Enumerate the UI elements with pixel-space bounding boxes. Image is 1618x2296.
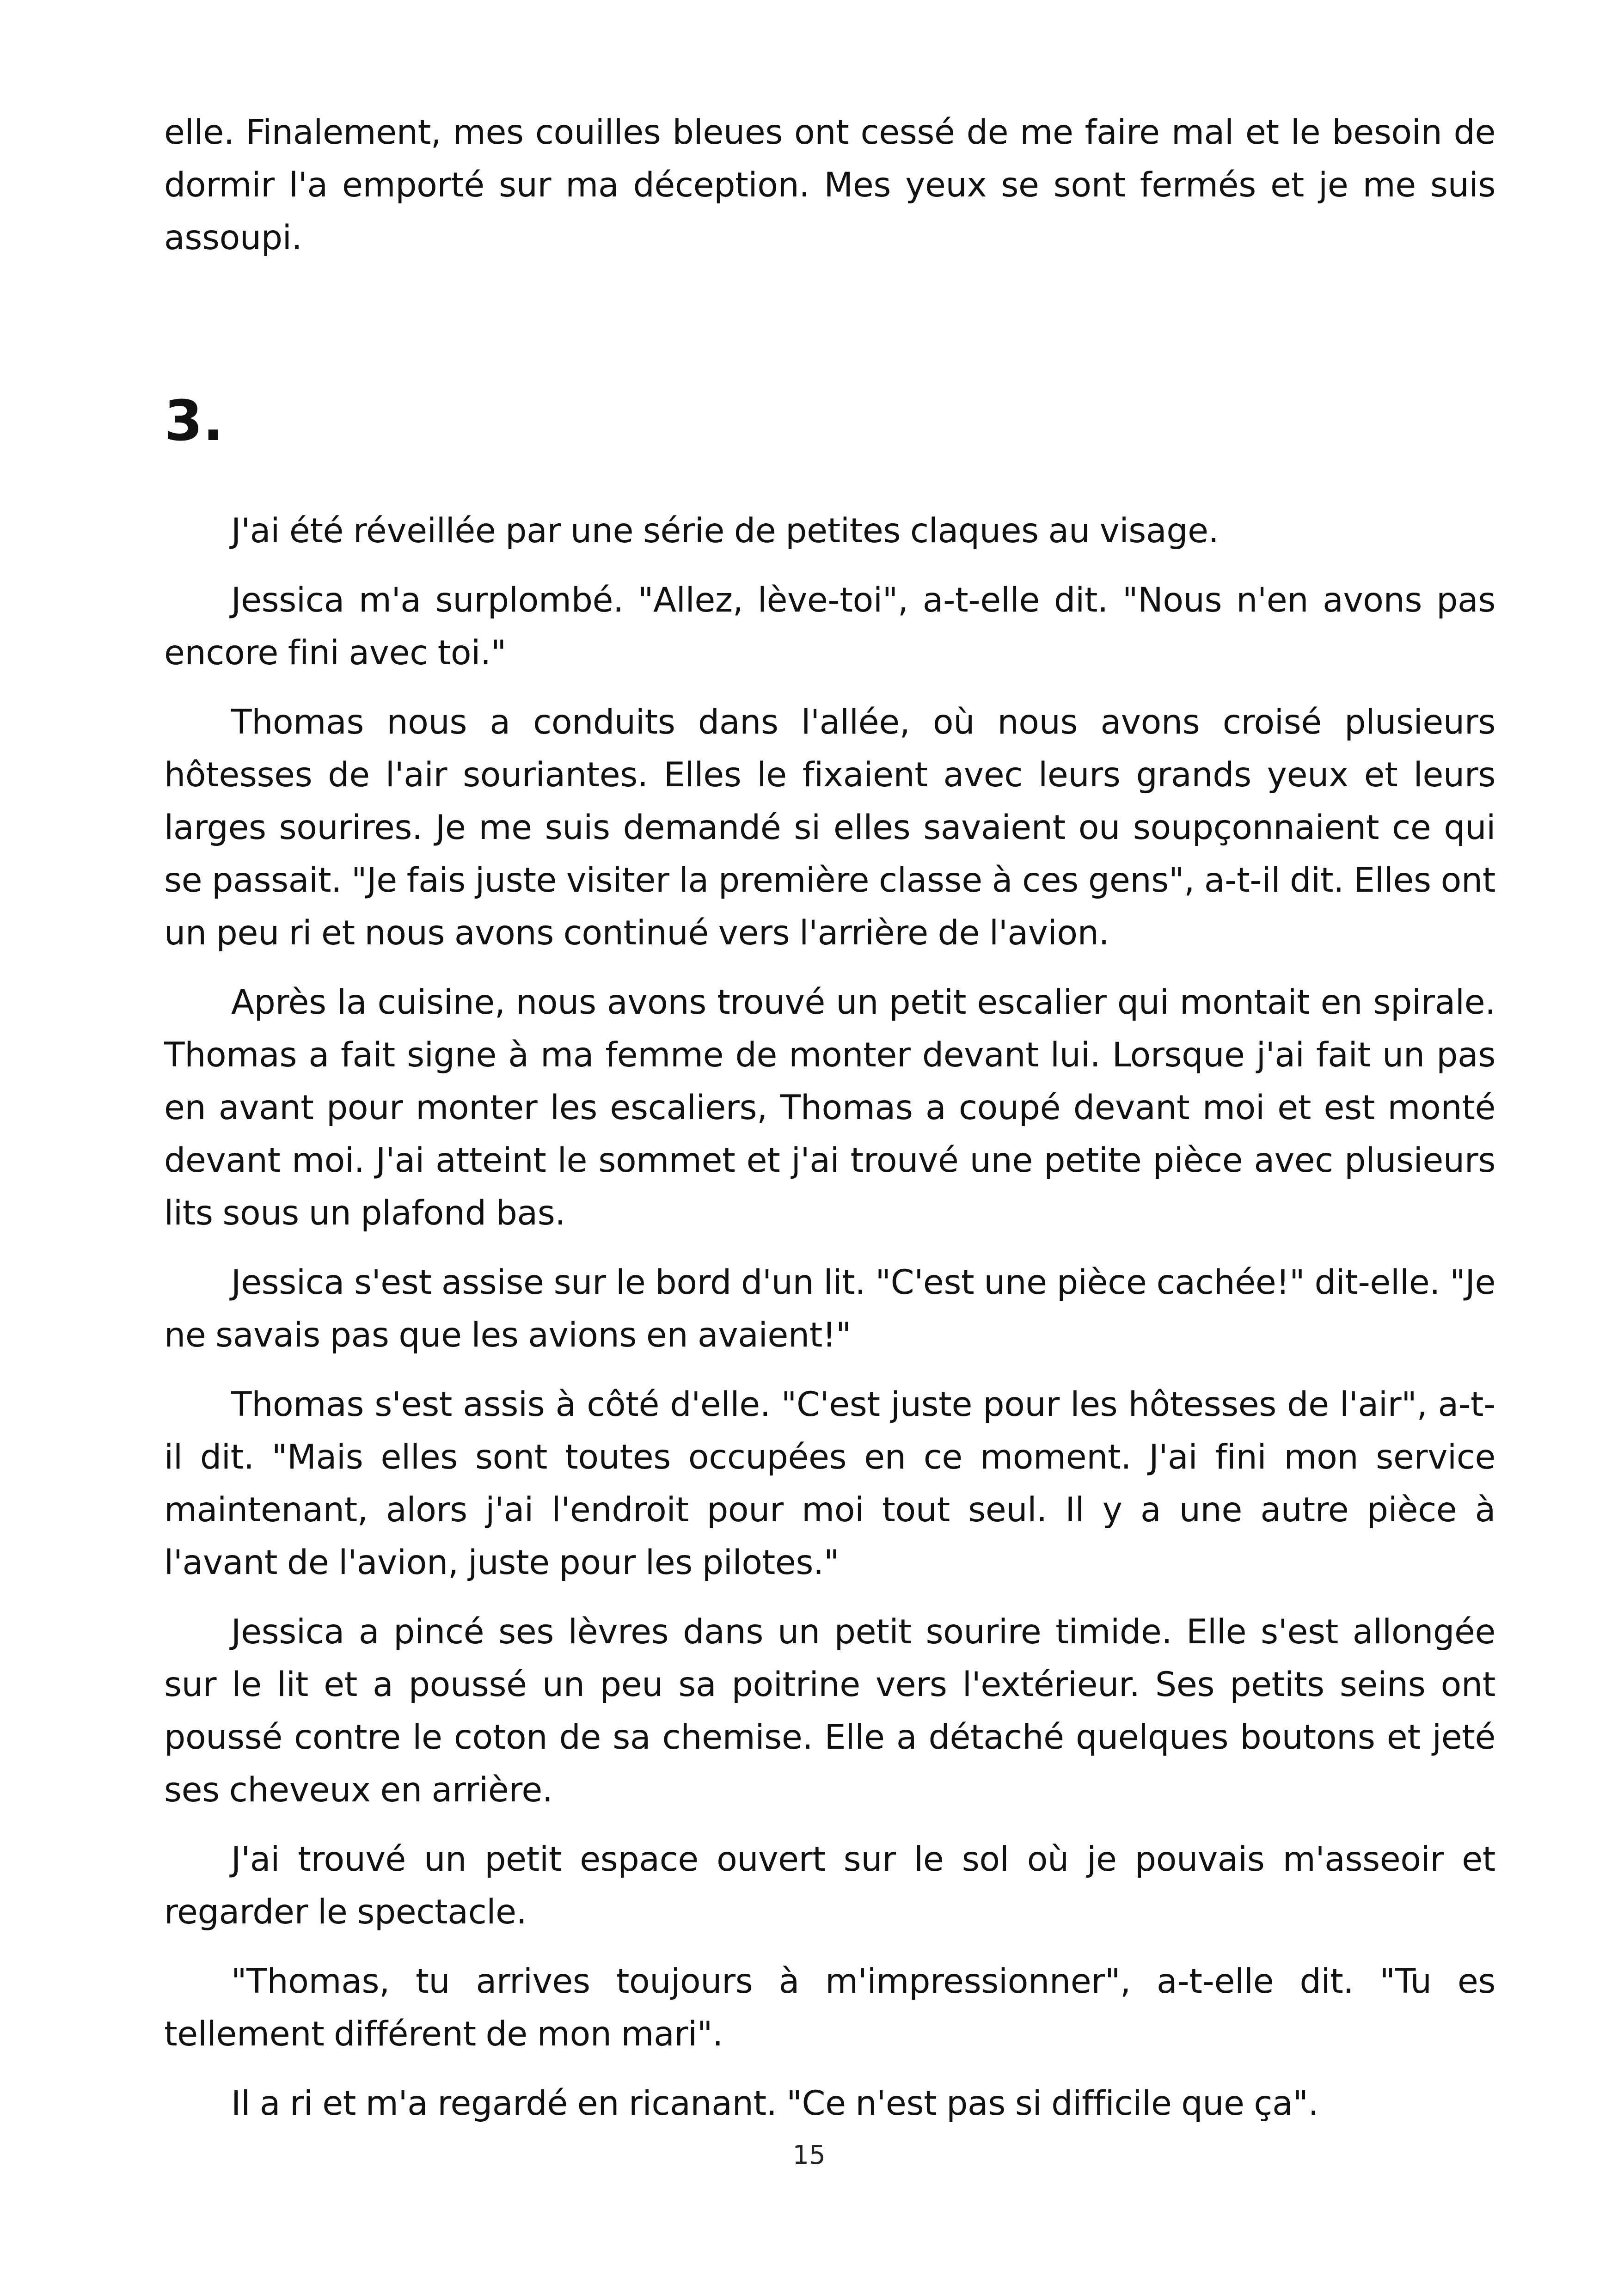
paragraph: Jessica m'a surplombé. "Allez, lève-toi", a-t-elle dit. "Nous n'en avons pas encore fini avec toi." [164, 581, 1495, 673]
paragraph: "Thomas, tu arrives toujours à m'impressionner", a-t-elle dit. "Tu es tellement différent de mon mari". [164, 1962, 1495, 2054]
text-column [164, 106, 1495, 2130]
paragraph: Thomas nous a conduits dans l'allée, où nous avons croisé plusieurs hôtesses de l'air souriantes. Elles le fixaient avec leurs grands yeux et leurs larges sourires. Je me suis demandé si elles savaient ou soupçonnaient ce qui se passait. "Je fais juste visiter la première classe à ces gens", a-t-il dit. Elles ont un peu ri et nous avons continué vers l'arrière de l'avion. [164, 703, 1495, 953]
paragraph: Après la cuisine, nous avons trouvé un petit escalier qui montait en spirale. Thomas a fait signe à ma femme de monter devant lui. Lorsque j'ai fait un pas en avant pour monter les escaliers, Thomas a coupé devant moi et est monté devant moi. J'ai atteint le sommet et j'ai trouvé une petite pièce avec plusieurs lits sous un plafond bas. [164, 983, 1495, 1233]
paragraph: Thomas s'est assis à côté d'elle. "C'est juste pour les hôtesses de l'air", a-t-il dit. "Mais elles sont toutes occupées en ce moment. J'ai fini mon service maintenant, alors j'ai l'endroit pour moi tout seul. Il y a une autre pièce à l'avant de l'avion, juste pour les pilotes." [164, 1385, 1495, 1582]
page-number: 15 [792, 2140, 826, 2170]
paragraph: Jessica s'est assise sur le bord d'un lit. "C'est une pièce cachée!" dit-elle. "Je ne savais pas que les avions en avaient!" [164, 1263, 1495, 1355]
continuation-paragraph: elle. Finalement, mes couilles bleues ont cessé de me faire mal et le besoin de dormir l'a emporté sur ma déception. Mes yeux se sont fermés et je me suis assoupi. [164, 113, 1495, 257]
paragraph: J'ai été réveillée par une série de petites claques au visage. [231, 511, 1219, 551]
paragraph: J'ai trouvé un petit espace ouvert sur le sol où je pouvais m'asseoir et regarder le spectacle. [164, 1840, 1495, 1932]
paragraph: Il a ri et m'a regardé en ricanant. "Ce n'est pas si difficile que ça". [231, 2084, 1319, 2123]
chapter-heading: 3. [164, 389, 224, 453]
paragraph: Jessica a pincé ses lèvres dans un petit sourire timide. Elle s'est allongée sur le lit et a poussé un peu sa poitrine vers l'extérieur. Ses petits seins ont poussé contre le coton de sa chemise. Elle a détaché quelques boutons et jeté ses cheveux en arrière. [164, 1612, 1495, 1810]
